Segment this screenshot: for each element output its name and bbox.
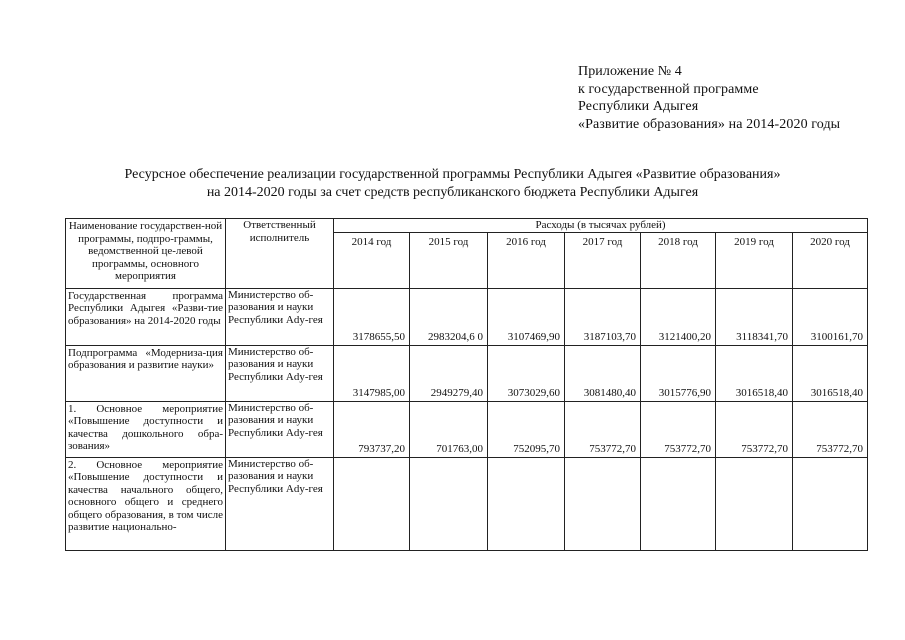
value-cell [334,457,410,550]
table-row [66,401,868,457]
table-row [66,457,868,550]
value-cell: 3147985,00 [334,345,410,401]
header-executor-cell: Ответственный исполнитель [226,219,334,289]
appendix-ref-program: к государственной программе [578,81,759,97]
value-cell: 753772,70 [793,401,868,457]
value-cell [488,457,565,550]
header-year-2016: 2016 год [488,232,565,288]
value-cell [716,457,793,550]
value-cell: 793737,20 [334,401,410,457]
document-title-line-1: Ресурсное обеспечение реализации государственной программы Республики Адыгея «Развитие образования» [124,167,781,182]
table-header-row [66,219,868,233]
value-cell: 753772,70 [716,401,793,457]
value-cell: 3118341,70 [716,288,793,345]
value-cell: 3178655,50 [334,288,410,345]
document-title [0,166,905,201]
value-cell: 3073029,60 [488,345,565,401]
value-cell: 3100161,70 [793,288,868,345]
table-row [66,288,868,345]
value-cell: 3187103,70 [565,288,641,345]
value-cell: 3121400,20 [641,288,716,345]
value-cell [565,457,641,550]
appendix-block [578,63,840,133]
header-year-2015: 2015 год [410,232,488,288]
header-year-2017: 2017 год [565,232,641,288]
value-cell: 3016518,40 [793,345,868,401]
row-executor-cell: Министерство об-разования и науки Республики Ady-гея [226,401,334,457]
row-executor-cell: Министерство об-разования и науки Республики Ady-гея [226,457,334,550]
row-name-cell: Подпрограмма «Модерниза-ция образования и развитие науки» [66,345,226,401]
document-title-line-2: на 2014-2020 годы за счет средств республиканского бюджета Республики Адыгея [206,184,699,200]
header-year-2019: 2019 год [716,232,793,288]
value-cell: 2949279,40 [410,345,488,401]
appendix-ref-title: «Развитие образования» на 2014-2020 годы [578,116,841,132]
value-cell [641,457,716,550]
row-name-cell: 2. Основное мероприятие «Повышение доступности и качества начального общего, основного общего и среднего общего образования, в том числе развитие национально- [66,457,226,550]
appendix-number: Приложение № 4 [578,64,682,79]
row-name-cell: 1. Основное мероприятие «Повышение доступности и качества дошкольного обра-зования» [66,401,226,457]
budget-table [65,218,868,551]
appendix-ref-republic: Республики Адыгея [578,99,699,114]
value-cell: 753772,70 [641,401,716,457]
value-cell: 701763,00 [410,401,488,457]
value-cell: 2983204,6 0 [410,288,488,345]
value-cell: 753772,70 [565,401,641,457]
header-year-2014: 2014 год [334,232,410,288]
value-cell [793,457,868,550]
value-cell [410,457,488,550]
header-spending-cell: Расходы (в тысячах рублей) [334,219,868,233]
value-cell: 3016518,40 [716,345,793,401]
value-cell: 3015776,90 [641,345,716,401]
header-year-2020: 2020 год [793,232,868,288]
table-row [66,345,868,401]
row-name-cell: Государственная программа Республики Адыгея «Разви-тие образования» на 2014-2020 годы [66,288,226,345]
value-cell: 3107469,90 [488,288,565,345]
header-year-2018: 2018 год [641,232,716,288]
value-cell: 752095,70 [488,401,565,457]
row-executor-cell: Министерство об-разования и науки Республики Ady-гея [226,345,334,401]
row-executor-cell: Министерство об-разования и науки Республики Ady-гея [226,288,334,345]
header-name-cell: Наименование государствен-ной программы, подпро-граммы, ведомственной це-левой программы, основного мероприятия [66,219,226,289]
value-cell: 3081480,40 [565,345,641,401]
